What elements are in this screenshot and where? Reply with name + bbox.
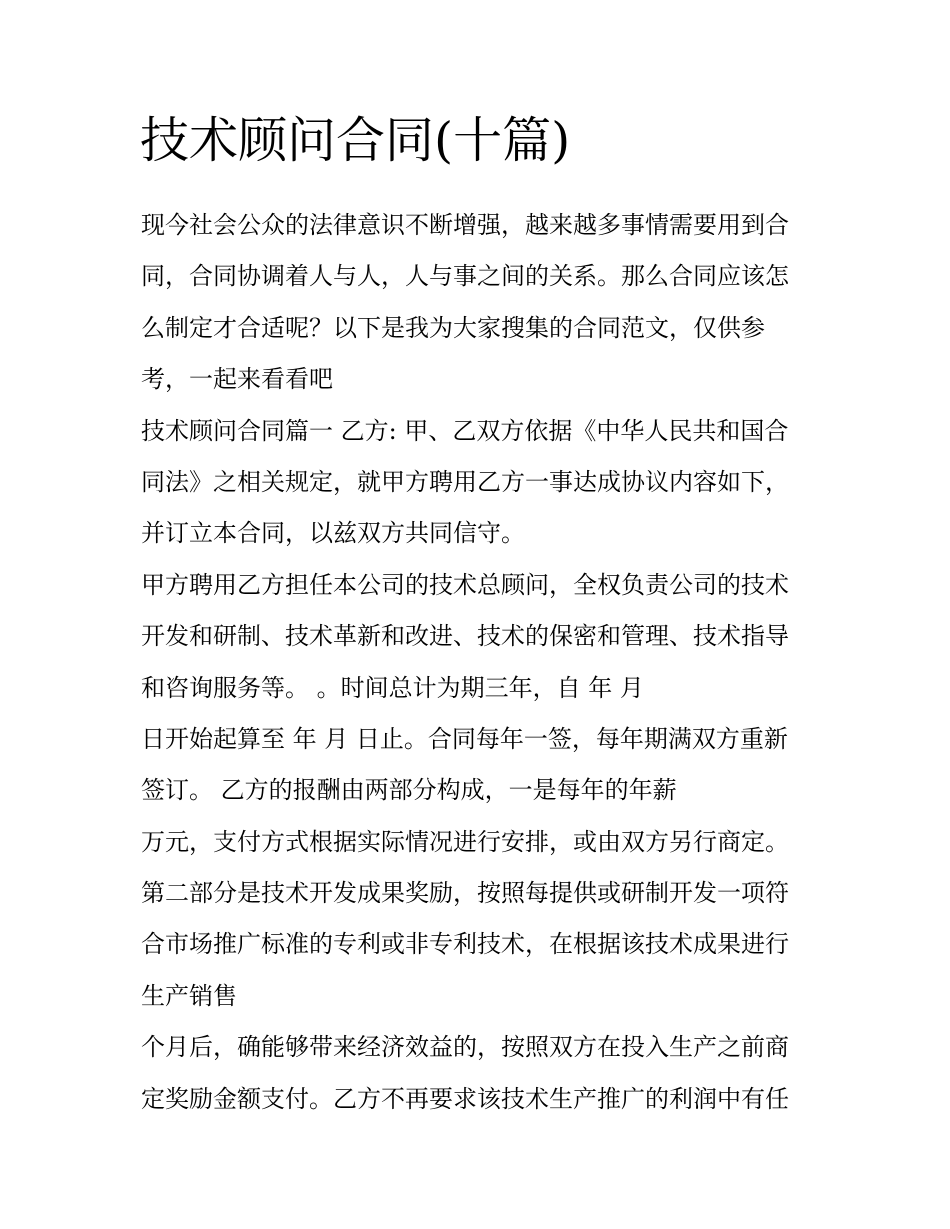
body-line: 现今社会公众的法律意识不断增强，越来越多事情需要用到合 — [141, 211, 789, 239]
body-line: 甲方聘用乙方担任本公司的技术总顾问，全权负责公司的技术 — [141, 570, 789, 599]
body-line: 技术顾问合同篇一 乙方: 甲、乙双方依据《中华人民共和国合 — [141, 416, 789, 445]
body-line: 同法》之相关规定，就甲方聘用乙方一事达成协议内容如下， — [141, 467, 789, 496]
body-line: 考，一起来看看吧 — [141, 365, 333, 394]
body-line: 第二部分是技术开发成果奖励，按照每提供或研制开发一项符 — [141, 879, 789, 908]
body-line: 么制定才合适呢？以下是我为大家搜集的合同范文，仅供参 — [141, 313, 765, 342]
body-line: 并订立本合同，以兹双方共同信守。 — [141, 519, 525, 548]
body-line: 同，合同协调着人与人，人与事之间的关系。那么合同应该怎 — [141, 262, 789, 291]
body-line: 合市场推广标准的专利或非专利技术，在根据该技术成果进行 — [141, 930, 789, 959]
body-line: 万元，支付方式根据实际情况进行安排，或由双方另行商定。 — [141, 827, 789, 856]
document-title: 技术顾问合同(十篇) — [140, 112, 571, 169]
document-body — [141, 200, 821, 1125]
body-line: 定奖励金额支付。乙方不再要求该技术生产推广的利润中有任 — [141, 1084, 789, 1113]
body-line: 生产销售 — [141, 981, 237, 1010]
body-line: 和咨询服务等。 。时间总计为期三年，自 年 月 — [141, 673, 644, 702]
body-line: 签订。 乙方的报酬由两部分构成，一是每年的年薪 — [141, 776, 677, 805]
body-line: 开发和研制、技术革新和改进、技术的保密和管理、技术指导 — [141, 622, 789, 651]
body-line: 日开始起算至 年 月 日止。合同每年一签，每年期满双方重新 — [141, 724, 788, 753]
body-line: 个月后，确能够带来经济效益的，按照双方在投入生产之前商 — [141, 1033, 789, 1062]
